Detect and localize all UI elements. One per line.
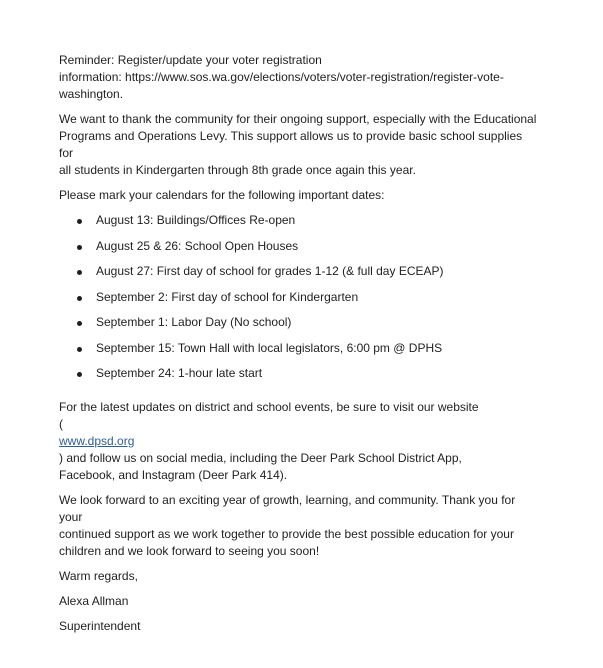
bullet-icon [77, 296, 82, 301]
voter-reminder: Reminder: Register/update your voter registration information: https://www.sos.wa.gov/elections/voters/voter-registration/register-vote- washington. [59, 53, 504, 101]
list-item: September 1: Labor Day (No school) [59, 314, 539, 340]
updates-paragraph: For the latest updates on district and school events, be sure to visit our website ( www.dpsd.org ) and follow us on social media, including the Deer Park School District App, Facebook, and Instagram (Deer Park 414). [59, 399, 479, 482]
signer-name: Alexa Allman [59, 593, 129, 608]
letter-body [59, 52, 539, 643]
signature-block [59, 568, 539, 635]
list-item: August 27: First day of school for grades 1-12 (& full day ECEAP) [59, 263, 539, 289]
thanks-paragraph: We want to thank the community for their ongoing support, especially with the Educational Programs and Operations Levy. This support allows us to provide basic school supplies for all students in Kindergarten through 8th grade once again this year. [59, 112, 537, 177]
bullet-icon [77, 270, 82, 275]
bullet-icon [77, 321, 82, 326]
list-item: September 15: Town Hall with local legislators, 6:00 pm @ DPHS [59, 340, 539, 366]
bullet-icon [77, 219, 82, 224]
bullet-icon [77, 347, 82, 352]
important-dates-list [59, 212, 539, 391]
signer-title: Superintendent [59, 618, 141, 633]
list-item: September 24: 1-hour late start [59, 365, 539, 391]
bullet-icon [77, 245, 82, 250]
district-website-link[interactable]: www.dpsd.org [59, 433, 135, 448]
list-item: September 2: First day of school for Kindergarten [59, 289, 539, 315]
list-item: August 13: Buildings/Offices Re-open [59, 212, 539, 238]
sign-off: Warm regards, [59, 568, 138, 583]
closing-paragraph: We look forward to an exciting year of growth, learning, and community. Thank you for your continued support as we work together to provide the best possible education for your children and we look forward to seeing you soon! [59, 492, 516, 558]
dates-intro: Please mark your calendars for the following important dates: [59, 188, 385, 202]
bullet-icon [77, 372, 82, 377]
list-item: August 25 & 26: School Open Houses [59, 238, 539, 264]
